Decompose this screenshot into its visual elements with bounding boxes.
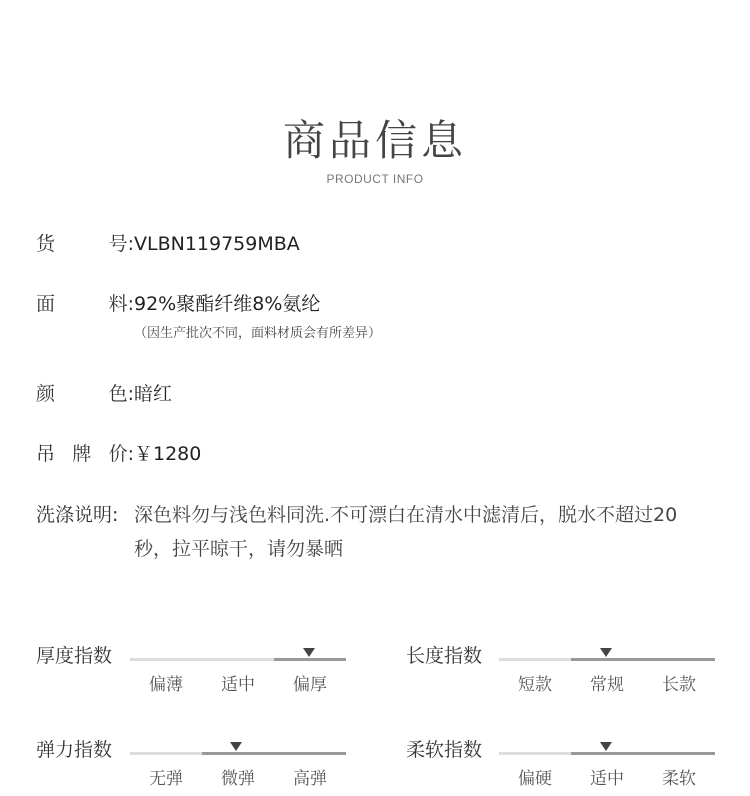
softness-option-2: 适中	[590, 769, 624, 789]
elasticity-title: 弹力指数	[36, 739, 113, 761]
price-label-a: 吊	[36, 443, 56, 465]
elasticity-option-3: 高弹	[293, 769, 327, 789]
thickness-seg-1	[130, 658, 202, 661]
fabric-note: （因生产批次不同，面料材质会有所差异）	[134, 326, 382, 341]
page-title: 商品信息	[282, 116, 467, 165]
fabric-label-a: 面	[36, 293, 56, 315]
length-options	[499, 670, 715, 695]
color-label	[36, 382, 134, 406]
sku-label-b: 号:	[108, 233, 134, 255]
thickness-seg-2	[202, 658, 274, 661]
price-row	[36, 442, 201, 466]
softness-title: 柔软指数	[406, 739, 483, 761]
price-label	[36, 442, 134, 466]
price-label-m: 牌	[72, 443, 92, 465]
fabric-label-b: 料:	[108, 293, 134, 315]
thickness-seg-3	[274, 658, 346, 661]
length-option-2: 常规	[590, 675, 624, 695]
color-value: 暗红	[134, 383, 173, 405]
length-marker-icon	[600, 648, 612, 657]
softness-seg-2	[571, 752, 643, 755]
softness-option-3: 柔软	[662, 769, 696, 789]
color-label-b: 色:	[108, 383, 134, 405]
thickness-title: 厚度指数	[36, 645, 113, 667]
length-seg-2	[571, 658, 643, 661]
length-track	[499, 658, 715, 661]
fabric-label	[36, 292, 134, 316]
wash-value: 深色料勿与浅色料同洗.不可漂白在清水中滤清后，脱水不超过20秒，拉平晾干，请勿暴晒	[134, 504, 678, 560]
thickness-track	[130, 658, 346, 661]
length-seg-1	[499, 658, 571, 661]
sku-value: VLBN119759MBA	[134, 233, 300, 255]
thickness-option-3: 偏厚	[293, 675, 327, 695]
thickness-options	[130, 670, 346, 695]
page-subtitle: PRODUCT INFO	[326, 172, 424, 186]
elasticity-option-1: 无弹	[149, 769, 183, 789]
price-label-b: 价:	[108, 443, 134, 465]
length-option-1: 短款	[518, 675, 552, 695]
elasticity-seg-2	[202, 752, 274, 755]
fabric-row	[36, 292, 381, 341]
elasticity-option-2: 微弹	[221, 769, 255, 789]
thickness-marker-icon	[303, 648, 315, 657]
thickness-option-2: 适中	[221, 675, 255, 695]
thickness-option-1: 偏薄	[149, 675, 183, 695]
elasticity-options	[130, 764, 346, 789]
softness-track	[499, 752, 715, 755]
sku-label-a: 货	[36, 233, 56, 255]
wash-row	[36, 503, 704, 566]
sku-row	[36, 232, 300, 256]
sku-label	[36, 232, 134, 256]
elasticity-seg-1	[130, 752, 202, 755]
elasticity-marker-icon	[230, 742, 242, 751]
softness-option-1: 偏硬	[518, 769, 552, 789]
color-label-a: 颜	[36, 383, 56, 405]
softness-marker-icon	[600, 742, 612, 751]
length-title: 长度指数	[406, 645, 483, 667]
length-option-3: 长款	[662, 675, 696, 695]
softness-seg-3	[643, 752, 715, 755]
fabric-value: 92%聚酯纤维8%氨纶	[134, 293, 321, 315]
length-seg-3	[643, 658, 715, 661]
softness-seg-1	[499, 752, 571, 755]
softness-options	[499, 764, 715, 789]
elasticity-seg-3	[274, 752, 346, 755]
wash-label: 洗涤说明:	[36, 504, 119, 526]
elasticity-track	[130, 752, 346, 755]
price-value: ￥1280	[134, 443, 202, 465]
color-row	[36, 382, 172, 406]
